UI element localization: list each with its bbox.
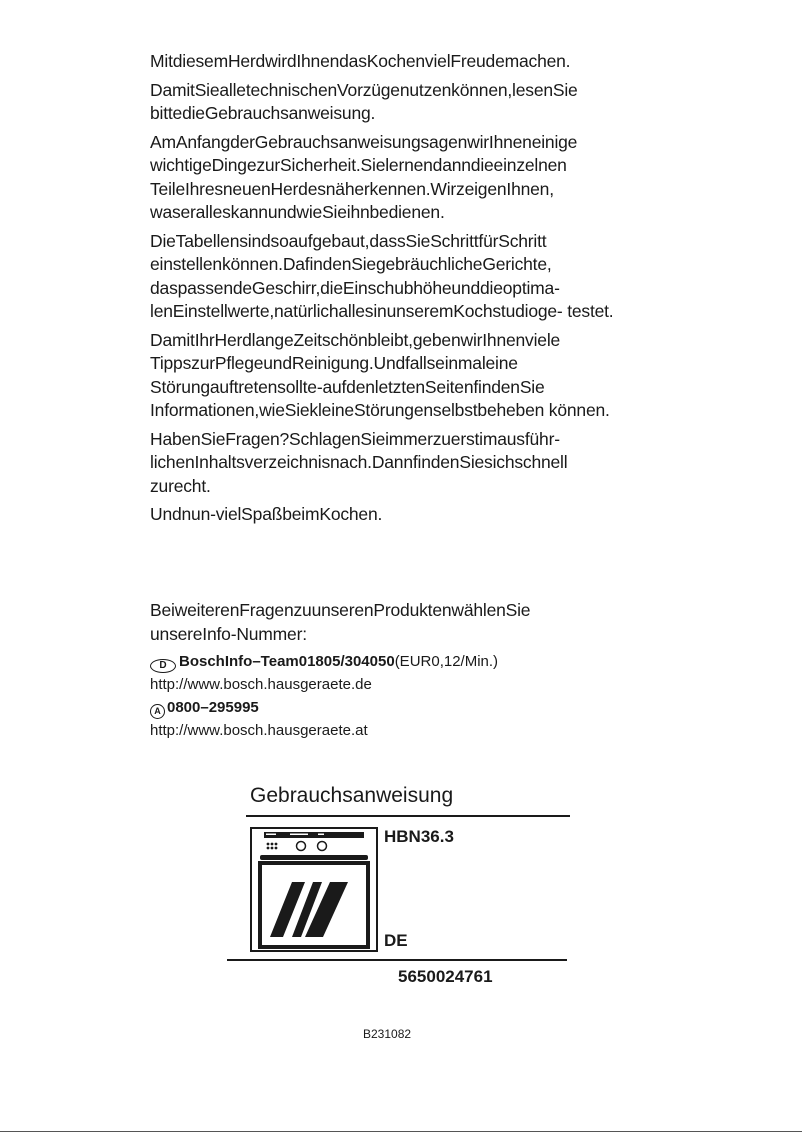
intro-paragraph: DamitSiealletechnischenVorzügenutzenkönnen,lesenSie bittedieGebrauchsanweisung. — [150, 79, 578, 123]
austria-url[interactable]: http://www.bosch.hausgeraete.at — [150, 722, 368, 739]
germany-rate: (EUR0,12/Min.) — [394, 653, 499, 670]
intro-paragraph: AmAnfangderGebrauchsanweisungsagenwirIhneneinige wichtigeDingezurSicherheit.Sielernendanndieeinzelnen TeileIhresneuenHerdesnäherkennen.WirzeigenIhnen, waseralleskannundwieSieihnbedienen. — [150, 131, 578, 222]
contact-lead: BeiweiterenFragenzuunserenProduktenwählenSie unsereInfo-Nummer: — [150, 600, 531, 644]
country-badge-at-icon: A — [150, 704, 165, 719]
austria-hotline: 0800–295995 — [167, 699, 259, 716]
germany-hotline-line — [150, 650, 620, 673]
intro-text — [150, 50, 620, 532]
language-code: DE — [384, 931, 408, 950]
country-badge-de-icon: D — [150, 659, 176, 673]
cover-title: Gebrauchsanweisung — [250, 784, 454, 807]
germany-hotline: BoschInfo–Team01805/304050 — [179, 653, 395, 670]
germany-url[interactable]: http://www.bosch.hausgeraete.de — [150, 676, 372, 693]
intro-paragraph: Undnun-vielSpaßbeimKochen. — [150, 504, 383, 524]
page-edge — [0, 1131, 802, 1132]
austria-hotline-line — [150, 696, 620, 719]
intro-paragraph: HabenSieFragen?SchlagenSieimmerzuerstimausführ- lichenInhaltsverzeichnisnach.DannfindenSiesichschnell zurecht. — [150, 428, 568, 496]
image-code: B231082 — [363, 1027, 412, 1041]
intro-paragraph: DieTabellensindsoaufgebaut,dassSieSchrittfürSchritt einstellenkönnen.DafindenSiegebräuchlicheGerichte, daspassendeGeschirr,dieEinschubhöheunddieoptima- lenEinstellwerte,natürlichallesinunseremKochstudioge- testet. — [150, 230, 614, 321]
oven-icon — [250, 827, 378, 952]
intro-paragraph: DamitIhrHerdlangeZeitschönbleibt,gebenwirIhnenviele TippszurPflegeundReinigung.Undfallseinmaleine Störungauftretensollte-aufdenletztenSeitenfindenSie Informationen,wieSiekleineStörungenselbstbeheben können. — [150, 329, 610, 420]
intro-paragraph: MitdiesemHerdwirdIhnendasKochenvielFreudemachen. — [150, 51, 571, 71]
document-number: 5650024761 — [398, 967, 493, 986]
divider — [246, 815, 570, 817]
contact-section — [150, 599, 620, 742]
model-number: HBN36.3 — [384, 827, 454, 846]
divider — [227, 959, 567, 961]
